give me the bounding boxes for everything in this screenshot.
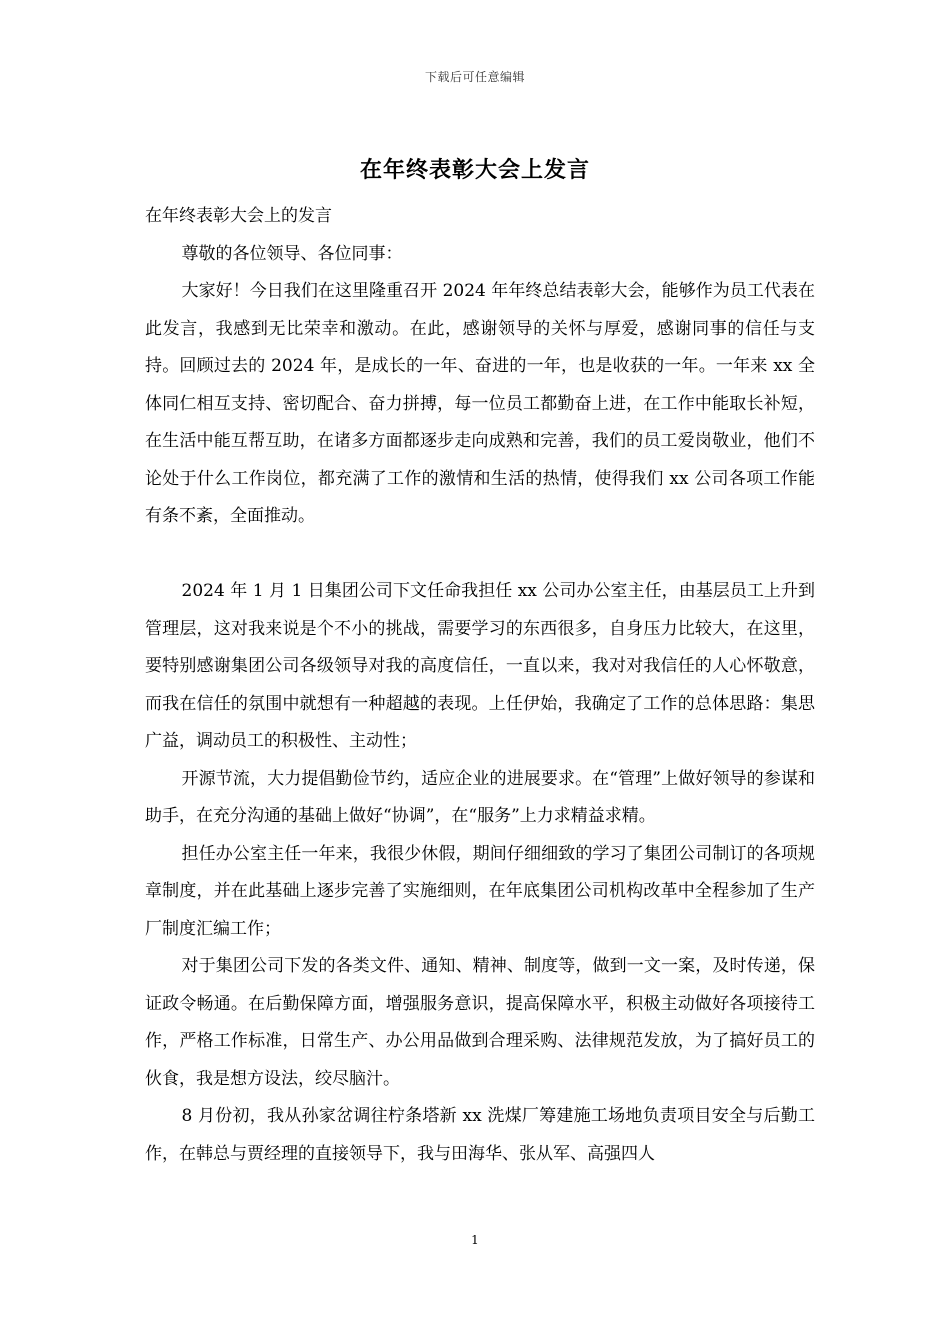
paragraph: 大家好！今日我们在这里隆重召开 2024 年年终总结表彰大会，能够作为员工代表在此发言，我感到无比荣幸和激动。在此，感谢领导的关怀与厚爱，感谢同事的信任与支持。回顾过去的 2024 年，是成长的一年、奋进的一年，也是收获的一年。一年来 xx 全体同仁相互支持、密切配合、奋力拼搏，每一位员工都勤奋上进，在工作中能取长补短，在生活中能互帮互助，在诸多方面都逐步走向成熟和完善，我们的员工爱岗敬业，他们不论处于什么工作岗位，都充满了工作的激情和生活的热情，使得我们 xx 公司各项工作能有条不紊，全面推动。 [145,281,815,526]
paragraph: 对于集团公司下发的各类文件、通知、精神、制度等，做到一文一案，及时传递，保证政令畅通。在后勤保障方面，增强服务意识，提高保障水平，积极主动做好各项接待工作，严格工作标准，日常生产、办公用品做到合理采购、法律规范发放，为了搞好员工的伙食，我是想方设法，绞尽脑汁。 [145,956,815,1089]
paragraph: 开源节流，大力提倡勤俭节约，适应企业的进展要求。在“管理”上做好领导的参谋和助手，在充分沟通的基础上做好“协调”，在“服务”上力求精益求精。 [145,768,815,826]
paragraph: 8 月份初，我从孙家岔调往柠条塔新 xx 洗煤厂筹建施工场地负责项目安全与后勤工作，在韩总与贾经理的直接领导下，我与田海华、张从军、高强四人 [145,1106,815,1164]
paragraph: 担任办公室主任一年来，我很少休假，期间仔细细致的学习了集团公司制订的各项规章制度，并在此基础上逐步完善了实施细则，在年底集团公司机构改革中全程参加了生产厂制度汇编工作； [145,843,815,939]
header-note: 下载后可任意编辑 [424,70,525,84]
document-title: 在年终表彰大会上发言 [359,157,590,183]
salutation: 尊敬的各位领导、各位同事： [181,243,403,264]
document-body [145,198,815,1173]
subtitle-line: 在年终表彰大会上的发言 [145,206,332,226]
paragraph: 2024 年 1 月 1 日集团公司下文任命我担任 xx 公司办公室主任，由基层员工上升到管理层，这对我来说是个不小的挑战，需要学习的东西很多，自身压力比较大，在这里，要特别感谢集团公司各级领导对我的高度信任，一直以来，我对对我信任的人心怀敬意，而我在信任的氛围中就想有一种超越的表现。上任伊始，我确定了工作的总体思路：集思广益，调动员工的积极性、主动性； [145,581,815,751]
page-number: 1 [471,1233,479,1247]
